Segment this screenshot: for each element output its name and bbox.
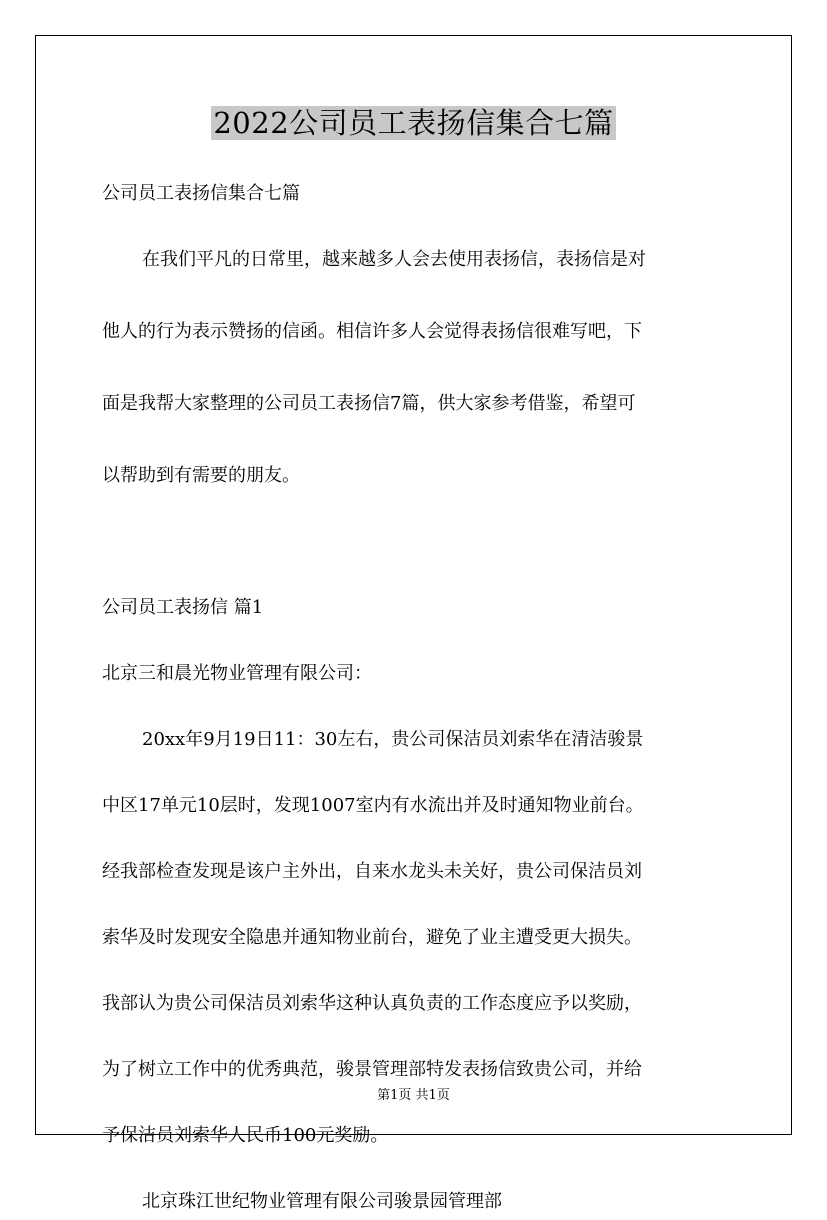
salutation: 北京三和晨光物业管理有限公司： bbox=[102, 663, 372, 684]
spacer bbox=[102, 350, 732, 386]
document-subtitle: 公司员工表扬信集合七篇 bbox=[102, 183, 300, 204]
spacer bbox=[102, 824, 732, 854]
letter-line-7: 予保洁员刘索华人民币100元奖励。 bbox=[102, 1125, 389, 1146]
spacer bbox=[102, 494, 732, 554]
document-body bbox=[102, 176, 732, 1220]
spacer bbox=[102, 626, 732, 656]
spacer bbox=[102, 890, 732, 920]
letter-line-5: 我部认为贵公司保洁员刘索华这种认真负责的工作态度应予以奖励， bbox=[102, 993, 642, 1014]
letter-line-6: 为了树立工作中的优秀典范，骏景管理部特发表扬信致贵公司，并给 bbox=[102, 1059, 642, 1080]
spacer bbox=[102, 1154, 732, 1184]
intro-line-1: 在我们平凡的日常里，越来越多人会去使用表扬信，表扬信是对 bbox=[142, 249, 646, 270]
document-title-wrap bbox=[0, 103, 827, 143]
spacer bbox=[102, 1022, 732, 1052]
signature: 北京珠江世纪物业管理有限公司骏景园管理部 bbox=[142, 1191, 502, 1212]
letter-line-2: 中区17单元10层时，发现1007室内有水流出并及时通知物业前台。 bbox=[102, 795, 644, 816]
spacer bbox=[102, 212, 732, 242]
section-heading: 公司员工表扬信 篇1 bbox=[102, 597, 264, 618]
intro-line-4: 以帮助到有需要的朋友。 bbox=[102, 465, 300, 486]
intro-line-3: 面是我帮大家整理的公司员工表扬信7篇，供大家参考借鉴，希望可 bbox=[102, 393, 636, 414]
page-footer: 第1页 共1页 bbox=[377, 1088, 450, 1103]
spacer bbox=[102, 758, 732, 788]
spacer bbox=[102, 554, 732, 590]
letter-line-3: 经我部检查发现是该户主外出，自来水龙头未关好，贵公司保洁员刘 bbox=[102, 861, 642, 882]
spacer bbox=[102, 422, 732, 458]
spacer bbox=[102, 692, 732, 722]
letter-line-4: 索华及时发现安全隐患并通知物业前台，避免了业主遭受更大损失。 bbox=[102, 927, 642, 948]
spacer bbox=[102, 956, 732, 986]
intro-line-2: 他人的行为表示赞扬的信函。相信许多人会觉得表扬信很难写吧，下 bbox=[102, 321, 642, 342]
letter-line-1: 20xx年9月19日11：30左右，贵公司保洁员刘索华在清洁骏景 bbox=[142, 729, 644, 750]
spacer bbox=[102, 278, 732, 314]
document-title: 2022公司员工表扬信集合七篇 bbox=[213, 106, 614, 140]
